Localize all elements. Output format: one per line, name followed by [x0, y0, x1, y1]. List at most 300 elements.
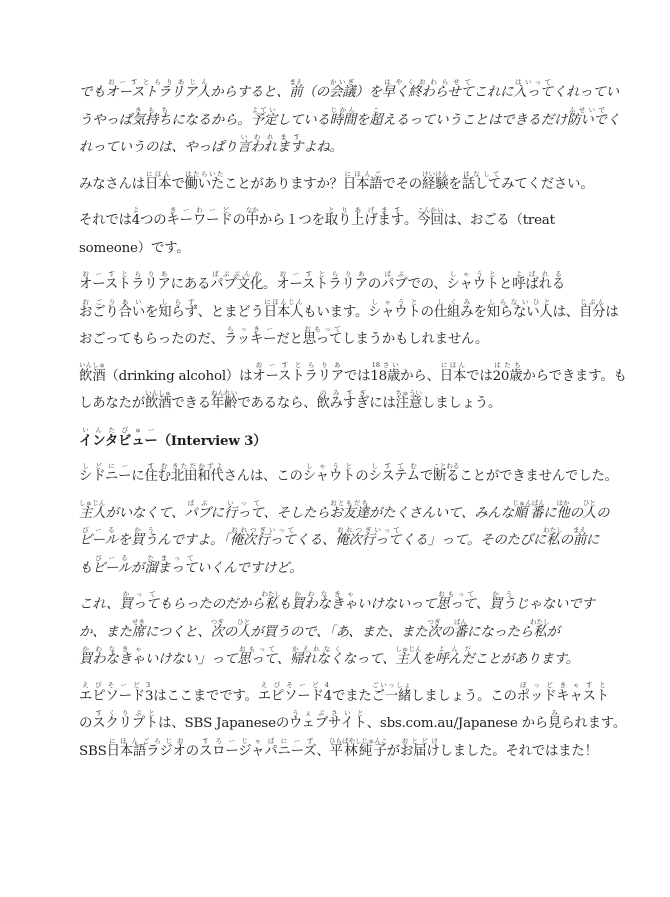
text-run: であるなら、 — [237, 396, 317, 411]
furigana-reading: しらず — [158, 297, 198, 306]
text-run: には — [369, 396, 396, 411]
text-run: が — [386, 743, 400, 759]
text-run: を — [448, 176, 462, 192]
word-base: 平林純子 — [328, 743, 388, 759]
furigana-word — [261, 590, 281, 612]
word-base: スロージャパニーズ — [198, 743, 317, 759]
word-base: インタビュー — [79, 432, 158, 449]
section-heading — [79, 424, 609, 452]
furigana-word — [556, 498, 570, 521]
furigana-word — [79, 526, 118, 548]
text-run: （drinking alcohol）は — [105, 368, 253, 384]
furigana-reading: ぽっどきゃすと — [516, 680, 610, 689]
text-run: が買うので、「あ、また、また — [250, 624, 428, 640]
word-base: 日本語ラジオ — [106, 743, 186, 759]
furigana-word — [395, 645, 422, 667]
furigana-word — [289, 709, 367, 731]
furigana-reading: わたし — [261, 590, 281, 598]
paragraph — [79, 588, 609, 671]
furigana-reading: うぇぶさいと — [289, 709, 367, 717]
word-base: 番 — [453, 624, 468, 640]
furigana-word — [489, 590, 516, 612]
word-base: 順番 — [512, 505, 545, 521]
word-base: シャウト — [368, 304, 421, 320]
furigana-reading: かいぎ — [329, 78, 356, 86]
word-base: 前 — [572, 533, 587, 548]
furigana-word — [144, 553, 197, 576]
text-run: からできます。も — [522, 368, 627, 384]
furigana-reading: かわなきゃ — [79, 645, 145, 653]
furigana-reading: ぱぶぶんか — [210, 270, 263, 278]
text-line — [79, 424, 609, 452]
word-base: オーストラリア — [252, 368, 344, 384]
furigana-word — [578, 297, 606, 320]
furigana-word — [329, 105, 357, 128]
word-base: 自分 — [578, 304, 606, 320]
text-line — [79, 131, 609, 159]
text-run: が — [546, 624, 560, 640]
furigana-word — [516, 680, 610, 704]
text-run: ことができませんでした。 — [459, 469, 618, 484]
furigana-reading: はいって — [513, 78, 553, 86]
word-base: ビール — [79, 533, 118, 548]
furigana-reading: たまって — [144, 553, 197, 562]
furigana-word — [368, 462, 420, 484]
text-run: なって、 — [342, 652, 396, 667]
text-run: できる — [171, 396, 211, 411]
text-run: みなさんは — [79, 176, 145, 192]
text-run: もいます。 — [303, 304, 369, 320]
text-run: いけないって — [357, 597, 437, 612]
word-base: 早く終わらせて — [381, 85, 474, 100]
word-base: 俺次行って — [229, 533, 296, 548]
furigana-reading: のみすぎ — [316, 389, 370, 397]
furigana-reading: わたし — [543, 526, 563, 534]
text-run: SBS — [79, 743, 107, 759]
paragraph — [79, 680, 627, 763]
furigana-reading: しゅじん — [79, 498, 106, 507]
text-run: それでは — [79, 213, 132, 228]
furigana-word — [257, 680, 333, 704]
text-run: での、 — [407, 277, 447, 292]
text-run: 、とまどう — [197, 304, 264, 320]
furigana-word — [486, 297, 553, 320]
word-base: 見 — [548, 716, 562, 731]
furigana-word — [399, 736, 440, 759]
word-base: 飲酒 — [79, 368, 106, 384]
word-base: 次 — [210, 624, 224, 640]
furigana-word — [79, 425, 158, 449]
furigana-reading: かわなきゃ — [291, 590, 358, 598]
text-run: と — [499, 277, 513, 292]
furigana-word — [223, 498, 264, 521]
text-run: か、また — [79, 624, 132, 640]
text-line — [79, 296, 619, 324]
furigana-word — [79, 645, 145, 667]
word-base: 断る — [433, 469, 460, 484]
furigana-reading: びーる — [92, 553, 131, 562]
furigana-word — [131, 206, 141, 228]
text-run: く — [606, 112, 620, 128]
furigana-word — [210, 270, 264, 292]
text-run: 。 — [263, 277, 277, 292]
furigana-reading: よ — [131, 206, 141, 214]
furigana-reading: しすてむ — [368, 462, 420, 470]
furigana-reading: よんだ — [434, 645, 475, 653]
text-line — [79, 168, 609, 196]
text-run: では — [343, 368, 371, 384]
text-run: くる」って。そのたびに — [401, 533, 547, 548]
word-base: 呼ばれる — [512, 277, 565, 292]
word-base: エピソード4 — [257, 688, 333, 704]
word-base: 席 — [131, 624, 145, 640]
furigana-reading: こ — [369, 105, 383, 114]
word-base: 人 — [582, 505, 597, 521]
word-base: シャウト — [446, 277, 500, 292]
text-run: の — [355, 469, 369, 484]
word-base: オーストラリア — [276, 277, 368, 292]
furigana-reading: しどにー — [79, 462, 132, 470]
text-run: に — [586, 533, 600, 548]
text-line — [79, 680, 609, 708]
furigana-reading: じかん — [329, 105, 357, 114]
text-line — [79, 387, 609, 415]
text-line — [79, 460, 618, 488]
furigana-reading: かって — [119, 590, 159, 598]
text-run: ことがありますか？ — [224, 176, 343, 192]
text-run: someone）です。 — [79, 240, 190, 256]
furigana-word — [567, 105, 607, 128]
furigana-word — [119, 590, 159, 612]
furigana-reading: まえ — [572, 526, 587, 534]
furigana-word — [422, 169, 449, 192]
furigana-word — [427, 617, 441, 640]
text-run: を — [356, 112, 370, 128]
word-base: お届け — [399, 743, 440, 759]
word-base: 言われます — [237, 140, 304, 155]
furigana-word — [439, 360, 467, 384]
text-run: えるっていうことはできるだけ — [382, 112, 568, 128]
word-base: 知らない人 — [486, 304, 553, 320]
furigana-reading: にほんごらじお — [106, 736, 186, 745]
text-line — [79, 360, 627, 388]
text-run: これに — [473, 85, 514, 100]
paragraph — [79, 360, 627, 415]
furigana-reading: とりあげます — [324, 206, 404, 214]
furigana-reading: にほん — [144, 169, 172, 178]
paragraph — [79, 204, 609, 259]
word-base: 次 — [427, 624, 441, 640]
text-line — [79, 268, 609, 296]
text-line — [79, 552, 609, 580]
furigana-word — [436, 590, 476, 612]
furigana-word — [433, 297, 474, 320]
furigana-reading: せき — [131, 617, 145, 626]
furigana-reading: えぴそーど3 — [79, 680, 154, 689]
furigana-reading: なか — [245, 206, 259, 214]
word-base: 超 — [369, 112, 383, 128]
furigana-reading: いわれます — [237, 133, 304, 141]
furigana-reading: すくりぷと — [92, 709, 159, 717]
word-base: 俺次行って — [335, 533, 402, 548]
text-line — [79, 76, 619, 104]
furigana-word — [92, 553, 131, 576]
paragraph — [79, 76, 620, 159]
furigana-word — [79, 270, 171, 292]
paragraph — [79, 497, 609, 580]
text-run: みてください。 — [501, 176, 594, 192]
text-run: は、 — [552, 304, 579, 320]
furigana-word — [223, 325, 277, 347]
text-run: よね。 — [303, 140, 343, 155]
text-run: では — [466, 368, 493, 384]
furigana-reading: ひと — [582, 498, 597, 507]
furigana-reading: かえれなく — [290, 645, 343, 653]
furigana-reading: にほん — [439, 360, 467, 369]
word-base: 人 — [237, 624, 251, 640]
text-run: がたくさんいて、みんな — [368, 505, 514, 521]
furigana-reading: ほか — [556, 498, 570, 507]
furigana-word — [461, 169, 502, 192]
furigana-word — [131, 617, 145, 640]
word-base: 4 — [131, 213, 141, 228]
furigana-reading: ことわる — [433, 462, 460, 470]
furigana-reading: わたし — [530, 617, 550, 626]
text-run: に — [210, 505, 224, 521]
text-run: の — [440, 624, 454, 640]
text-line — [79, 735, 609, 763]
furigana-reading: ぱぶ — [184, 498, 211, 507]
word-base: キーワード — [166, 213, 233, 228]
word-base: 思って — [302, 332, 343, 347]
furigana-reading: にほんご — [342, 169, 383, 178]
word-base: 中 — [245, 213, 259, 228]
furigana-reading: かう — [130, 526, 158, 534]
text-run: くれってい — [552, 85, 619, 100]
word-base: 呼んだ — [434, 652, 475, 667]
word-base: 時間 — [329, 112, 357, 128]
furigana-reading: ひと — [237, 617, 251, 626]
furigana-word — [79, 360, 106, 384]
furigana-word — [302, 462, 356, 484]
text-run: さんは、この — [223, 469, 303, 484]
text-run: しまうかもしれません。 — [342, 332, 489, 347]
text-run: いくんですけど。 — [196, 560, 303, 576]
word-base: パブ文化 — [210, 277, 264, 292]
furigana-word — [144, 389, 172, 411]
furigana-reading: はやくおわらせて — [381, 78, 474, 86]
furigana-word — [370, 360, 401, 384]
word-base: 気持ち — [131, 112, 172, 128]
word-base: 話して — [461, 176, 502, 192]
furigana-reading: こんかい — [417, 206, 444, 214]
text-run: を — [144, 304, 159, 320]
text-run: ）を — [355, 85, 382, 100]
word-base: お友達 — [329, 505, 369, 521]
text-run: んですよ。「 — [157, 533, 230, 548]
text-run: じゃないです — [515, 597, 595, 612]
furigana-reading: しくみ — [433, 297, 474, 306]
furigana-word — [342, 169, 383, 192]
furigana-word — [335, 526, 402, 548]
word-base: 前 — [289, 85, 303, 100]
text-run: の — [596, 505, 610, 521]
furigana-word — [324, 206, 404, 228]
text-run: の — [559, 533, 573, 548]
furigana-reading: つぎ — [427, 617, 441, 626]
furigana-reading: はたち — [492, 360, 523, 369]
text-run: を — [473, 304, 487, 320]
text-run: が — [130, 560, 145, 576]
text-run: の — [232, 213, 246, 228]
text-run: の — [185, 743, 199, 759]
furigana-word — [184, 498, 211, 521]
text-run: にある — [170, 277, 211, 292]
word-base: シドニー — [79, 469, 132, 484]
word-base: 買う — [130, 533, 158, 548]
furigana-word — [329, 498, 369, 521]
text-run: も — [79, 560, 93, 576]
furigana-word — [381, 270, 408, 292]
text-run: している — [276, 112, 330, 128]
furigana-reading: おもって — [302, 325, 343, 333]
text-run: で — [419, 469, 434, 484]
text-run: ことがあります。 — [474, 652, 579, 667]
furigana-word — [512, 498, 545, 521]
text-run: の — [223, 624, 238, 640]
furigana-word — [229, 526, 296, 548]
text-run: の — [367, 277, 382, 292]
furigana-reading: にほんじん — [263, 297, 304, 306]
furigana-reading: きただかずよ — [170, 462, 224, 470]
text-run: 、sbs.com.au/Japanese から — [366, 716, 548, 731]
furigana-word — [263, 297, 304, 320]
document-body — [79, 76, 627, 771]
furigana-word — [291, 590, 358, 612]
furigana-word — [158, 297, 198, 320]
text-run: に — [543, 505, 557, 521]
word-base: 知らず — [158, 304, 198, 320]
furigana-reading: びーる — [79, 526, 118, 534]
furigana-word — [79, 297, 145, 320]
text-run: くる、 — [295, 533, 336, 548]
text-run: うやっぱ — [79, 112, 132, 128]
furigana-word — [79, 462, 132, 484]
furigana-word — [369, 105, 383, 128]
word-base: ビール — [92, 560, 131, 576]
word-base: ご一緒 — [371, 688, 412, 704]
word-base: ラッキー — [223, 332, 277, 347]
furigana-reading: おれつぎいって — [229, 526, 296, 534]
furigana-reading: いんしゅ — [79, 360, 106, 369]
furigana-reading: ぱぶ — [381, 270, 408, 278]
text-run: を — [117, 533, 131, 548]
furigana-word — [302, 325, 343, 347]
text-run: だと — [276, 332, 303, 347]
furigana-word — [316, 389, 370, 411]
word-base: スクリプト — [92, 716, 159, 731]
furigana-word — [548, 709, 562, 731]
word-base: 日本 — [144, 176, 172, 192]
word-base: 私 — [261, 597, 281, 612]
furigana-word — [106, 736, 186, 759]
text-run: しあなたが — [79, 396, 145, 411]
text-run: で — [171, 176, 185, 192]
furigana-word — [492, 360, 523, 384]
furigana-reading: ひらばやしじゅんこ — [328, 736, 388, 745]
text-run: に — [131, 469, 145, 484]
word-base: 日本 — [439, 368, 467, 384]
furigana-reading: らっきー — [223, 325, 277, 333]
furigana-reading: おとどけ — [399, 736, 440, 745]
text-run: は、おごる（treat — [443, 213, 555, 228]
furigana-word — [210, 389, 238, 411]
word-base: 20歳 — [492, 368, 523, 384]
furigana-reading: ちゅうい — [395, 389, 423, 397]
furigana-word — [446, 270, 500, 292]
text-run: でその — [382, 176, 422, 192]
furigana-word — [237, 645, 277, 667]
paragraph — [79, 268, 619, 351]
furigana-reading: おごりあい — [79, 297, 145, 306]
word-base: 取り上げます — [324, 213, 404, 228]
furigana-reading: えぴそーど4 — [257, 680, 332, 689]
text-run: はここまでです。 — [153, 688, 258, 704]
furigana-word — [166, 206, 233, 228]
furigana-word — [543, 526, 563, 548]
furigana-reading: み — [548, 709, 562, 717]
text-line — [79, 616, 609, 644]
word-base: 年齢 — [210, 396, 238, 411]
furigana-reading: ばん — [453, 617, 468, 626]
text-line — [79, 497, 609, 525]
text-run: からすると、 — [210, 85, 290, 100]
word-base: 入って — [513, 85, 553, 100]
furigana-reading: いって — [223, 498, 264, 507]
furigana-reading: かう — [489, 590, 516, 598]
word-base: 仕組み — [433, 304, 474, 320]
furigana-word — [572, 526, 587, 548]
word-base: 買わなきゃ — [79, 652, 145, 667]
text-run: 。 — [403, 213, 418, 228]
text-line — [79, 232, 609, 260]
word-base: パブ — [381, 277, 408, 292]
text-run: （Interview 3） — [157, 432, 267, 449]
furigana-word — [368, 297, 421, 320]
furigana-word — [105, 78, 211, 100]
text-run: 、 — [475, 597, 490, 612]
furigana-reading: いんたびゅー — [79, 425, 158, 434]
word-base: 日本人 — [263, 304, 304, 320]
text-run: しましょう。この — [411, 688, 517, 704]
text-line — [79, 204, 609, 232]
text-run: しましょう。 — [422, 396, 502, 411]
furigana-reading: 18さい — [370, 360, 401, 369]
text-run: を — [421, 652, 435, 667]
text-run: につくと、 — [144, 624, 211, 640]
word-base: 他 — [556, 505, 570, 521]
paragraph — [79, 460, 618, 488]
word-base: 働いた — [184, 176, 225, 192]
text-run: しました。それではまた！ — [439, 743, 598, 759]
text-run: つの — [140, 213, 167, 228]
furigana-word — [512, 270, 565, 292]
text-run: がいなくて、 — [105, 505, 185, 521]
text-run: られます。 — [561, 716, 627, 731]
text-run: れっていうのは、やっぱり — [79, 140, 238, 155]
word-base: 会議 — [329, 85, 356, 100]
furigana-reading: すろーじゃぱにーず — [198, 736, 317, 745]
